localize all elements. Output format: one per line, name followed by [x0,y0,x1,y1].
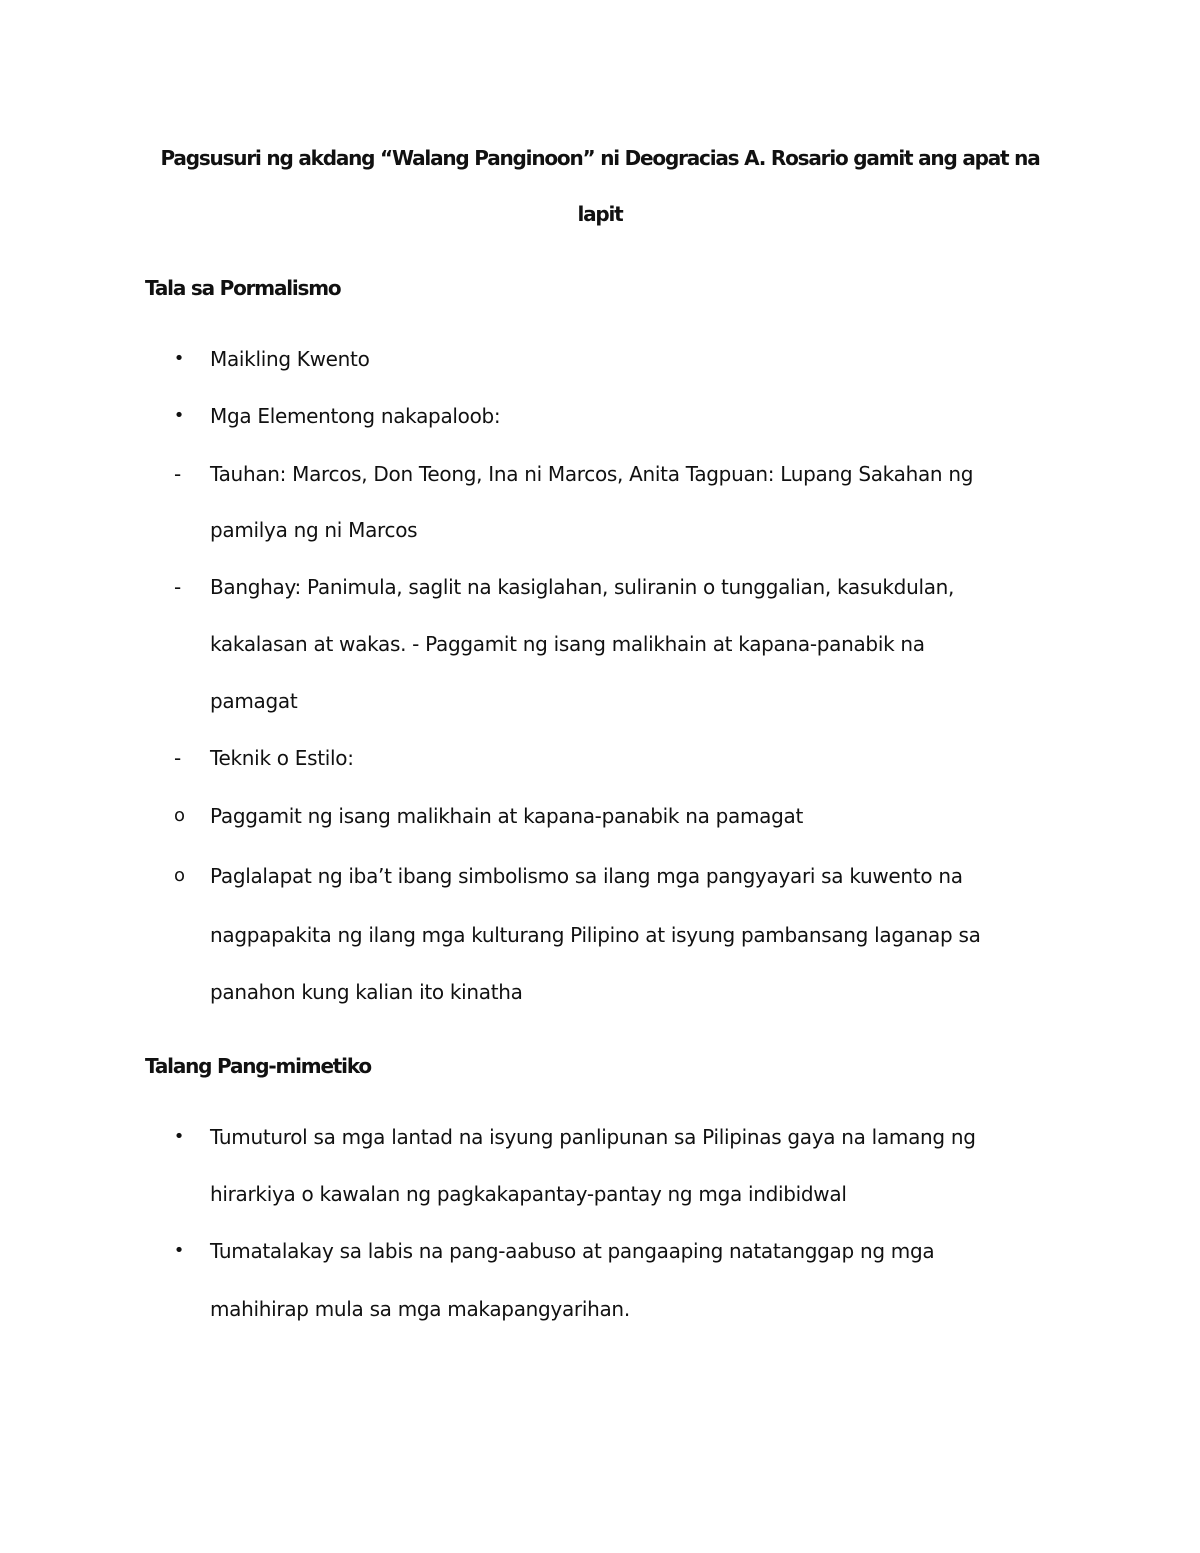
list-item-banghay-line-1: Banghay: Panimula, saglit na kasiglahan, suliranin o tunggalian, kasukdulan, [210,575,955,599]
list-item-tumatalakay-line-1: Tumatalakay sa labis na pang-aabuso at pangaaping natatanggap ng mga [210,1239,935,1263]
sub-item-simbolismo-line-1: Paglalapat ng iba’t ibang simbolismo sa ilang mga pangyayari sa kuwento na [210,864,963,888]
document-title-line-2: lapit [577,202,623,226]
bullet-marker: • [173,405,185,426]
list-item-teknik: Teknik o Estilo: [210,746,354,770]
document-title-line-1: Pagsusuri ng akdang “Walang Panginoon” ni Deogracias A. Rosario gamit ang apat na [160,146,1040,170]
sub-item-pamagat: Paggamit ng isang malikhain at kapana-panabik na pamagat [210,804,804,828]
list-item-tumuturol-line-2: hirarkiya o kawalan ng pagkakapantay-pantay ng mga indibidwal [210,1182,847,1206]
dash-marker: - [174,575,182,599]
list-item-banghay-line-3: pamagat [210,689,298,713]
list-item-banghay-line-2: kakalasan at wakas. - Paggamit ng isang malikhain at kapana-panabik na [210,632,925,656]
dash-marker: - [174,746,182,770]
list-item-maikling-kwento: Maikling Kwento [210,347,370,371]
list-item-tumatalakay-line-2: mahihirap mula sa mga makapangyarihan. [210,1297,630,1321]
section-heading-pormalismo: Tala sa Pormalismo [145,276,341,300]
list-item-tumuturol-line-1: Tumuturol sa mga lantad na isyung panlipunan sa Pilipinas gaya na lamang ng [210,1125,976,1149]
list-item-tauhan-line-1: Tauhan: Marcos, Don Teong, Ina ni Marcos, Anita Tagpuan: Lupang Sakahan ng [210,462,974,486]
circle-marker: o [174,805,186,826]
section-heading-mimetiko: Talang Pang-mimetiko [145,1054,371,1078]
list-item-elemento: Mga Elementong nakapaloob: [210,404,501,428]
dash-marker: - [174,462,182,486]
bullet-marker: • [173,1240,185,1261]
list-item-tauhan-line-2: pamilya ng ni Marcos [210,518,418,542]
circle-marker: o [174,865,186,886]
sub-item-simbolismo-line-2: nagpapakita ng ilang mga kulturang Pilipino at isyung pambansang laganap sa [210,923,981,947]
sub-item-simbolismo-line-3: panahon kung kalian ito kinatha [210,980,523,1004]
bullet-marker: • [173,1126,185,1147]
bullet-marker: • [173,348,185,369]
